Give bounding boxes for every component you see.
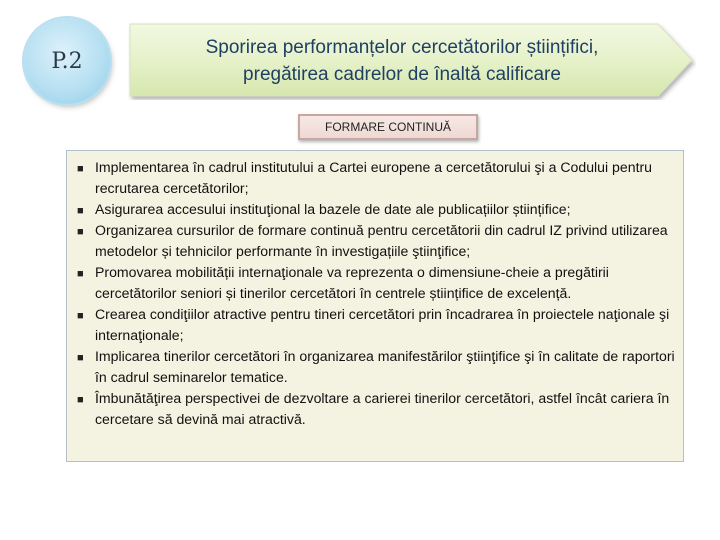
title-line-2: pregătirea cadrelor de înaltă calificare [243, 64, 561, 85]
list-item [75, 346, 675, 388]
square-bullet-icon: ■ [77, 226, 84, 238]
list-item-text: Promovarea mobilității internaţionale va reprezenta o dimensiune-cheie a pregătirii cercetătorilor seniori și tinerilor cercetători în centrele științifice de excelență. [95, 264, 609, 301]
list-item-text: Crearea condiţiilor atractive pentru tineri cercetători prin încadrarea în proiectele naţionale şi internaţionale; [95, 306, 670, 343]
title-banner [128, 20, 696, 100]
section-label: FORMARE CONTINUĂ [298, 114, 478, 140]
square-bullet-icon: ■ [77, 268, 84, 280]
list-item [75, 304, 675, 346]
title-line-1: Sporirea performanțelor cercetătorilor științifici, [205, 37, 599, 58]
square-bullet-icon: ■ [77, 310, 84, 322]
slide-number-badge [24, 18, 110, 104]
list-item [75, 199, 675, 220]
page-title [142, 34, 662, 88]
square-bullet-icon: ■ [77, 163, 84, 175]
square-bullet-icon: ■ [77, 394, 84, 406]
list-item-text: Implicarea tinerilor cercetători în organizarea manifestărilor ştiinţifice şi în calitate de raportori în cadrul seminarelor tematice. [95, 348, 675, 385]
bullet-list [75, 157, 675, 430]
list-item-text: Implementarea în cadrul institutului a Cartei europene a cercetătorului şi a Codului pentru recrutarea cercetătorilor; [95, 159, 653, 196]
list-item [75, 388, 675, 430]
content-panel [66, 150, 684, 462]
list-item [75, 220, 675, 262]
list-item [75, 157, 675, 199]
list-item-text: Asigurarea accesului instituţional la bazele de date ale publicațiilor științifice; [95, 201, 571, 217]
slide-number-label: P.2 [51, 48, 83, 74]
square-bullet-icon: ■ [77, 205, 84, 217]
square-bullet-icon: ■ [77, 352, 84, 364]
list-item-text: Îmbunătăţirea perspectivei de dezvoltare a carierei tinerilor cercetători, astfel încât cariera în cercetare să devină mai atractivă. [95, 390, 670, 427]
list-item [75, 262, 675, 304]
list-item-text: Organizarea cursurilor de formare continuă pentru cercetătorii din cadrul IZ privind utilizarea metodelor și tehnicilor performante în investigațiile ştiinţifice; [95, 222, 668, 259]
